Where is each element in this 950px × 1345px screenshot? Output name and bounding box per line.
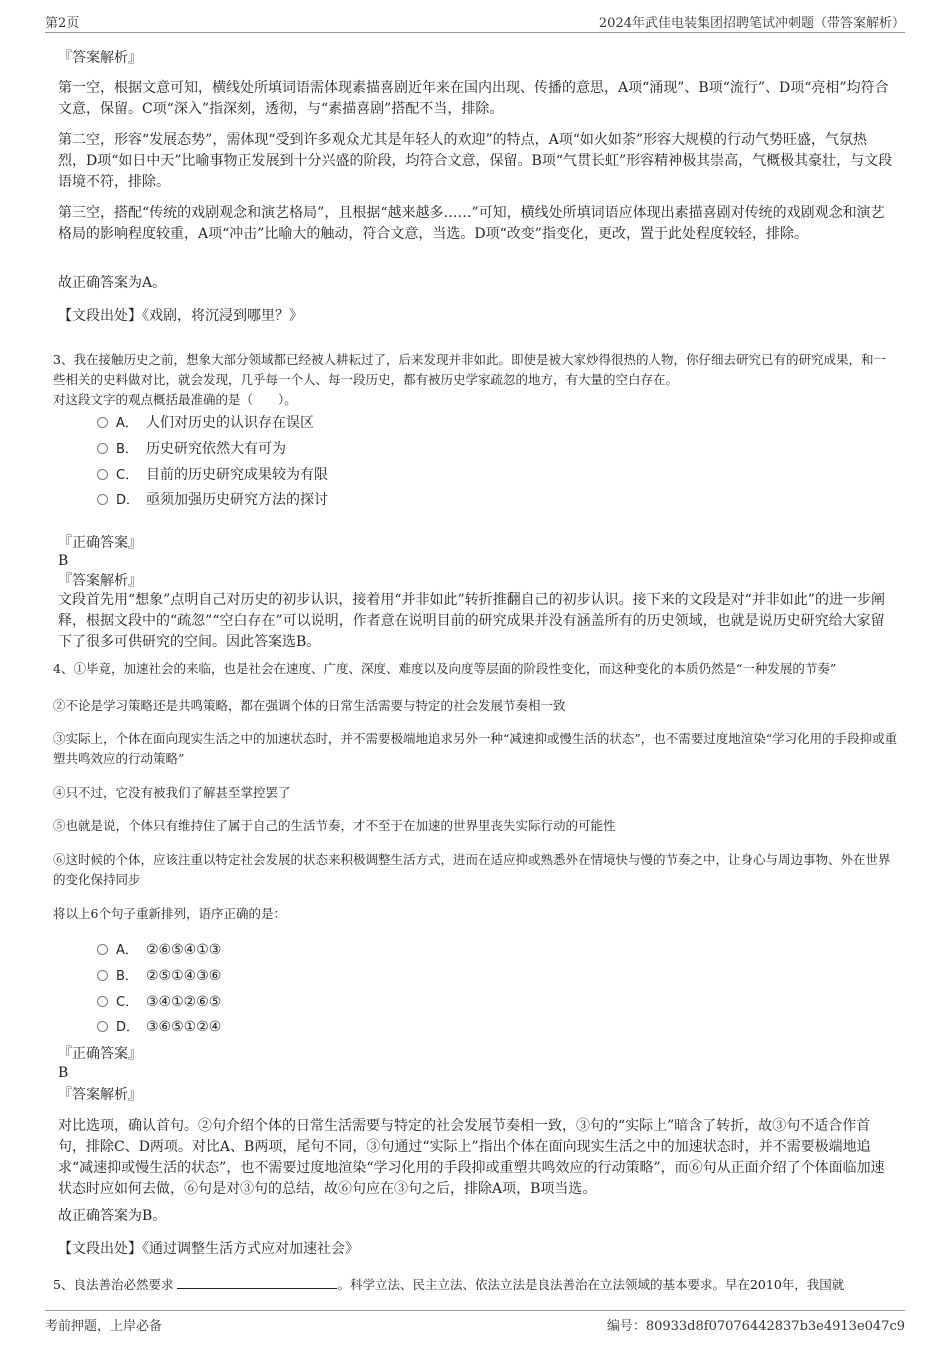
analysis-paragraph: 文段首先用“想象”点明自己对历史的初步认识，接着用“并非如此”转折推翻自己的初步认识。接下来的文段是对“并非如此”的进一步阐释，根据文段中的“疏忽”“空白存在”可以说明，作者意在说明目前的研究成果并没有涵盖所有的历史领域，也就是说历史研究给大家留下了很多可供研究的空间。因此答案选B。 bbox=[58, 592, 885, 650]
analysis-label: 『答案解析』 bbox=[58, 1087, 142, 1103]
sentence-1: 4、①毕竟，加速社会的来临，也是社会在速度、广度、深度、难度以及向度等层面的阶段性变化，而这种变化的本质仍然是“一种发展的节奏” bbox=[53, 661, 837, 676]
document-id: 编号：80933d8f07076442837b3e4913e047c9 bbox=[606, 1319, 905, 1334]
conclusion: 故正确答案为B。 bbox=[58, 1208, 167, 1224]
question-stem: 5、良法善治必然要求 。科学立法、民主立法、依法立法是良法善治在立法领域的基本要求。早在2010年，我国就 bbox=[53, 1277, 845, 1292]
analysis-paragraph: 第一空，根据文意可知，横线处所填词语需体现素描喜剧近年来在国内出现、传播的意思，A项“涌现”、B项“流行”、D项“亮相”均符合文意，保留。C项“深入”指深刻，透彻，与“素描喜剧”搭配不当，排除。 bbox=[58, 80, 889, 117]
document-title: 2024年武佳电装集团招聘笔试冲刺题（带答案解析） bbox=[598, 16, 905, 31]
analysis-paragraph: 第三空，搭配“传统的戏剧观念和演艺格局”，且根据“越来越多……”可知，横线处所填词语应体现出素描喜剧对传统的戏剧观念和演艺格局的影响程度较重，A项“冲击”比喻大的触动，符合文意，当选。D项“改变”指变化，更改，置于此处程度较轻，排除。 bbox=[58, 205, 885, 242]
radio-button[interactable] bbox=[97, 996, 108, 1007]
answer-label: 『正确答案』 bbox=[58, 535, 142, 551]
option-b[interactable]: B． 历史研究依然大有可为 bbox=[97, 439, 286, 460]
option-b[interactable]: B． ②⑤①④③⑥ bbox=[97, 966, 221, 987]
radio-button[interactable] bbox=[97, 417, 108, 428]
option-c[interactable]: C． 目前的历史研究成果较为有限 bbox=[97, 465, 328, 486]
source-citation: 【文段出处】《戏剧，将沉浸到哪里？》 bbox=[58, 308, 303, 324]
radio-button[interactable] bbox=[97, 469, 108, 480]
question-prompt: 将以上6个句子重新排列，语序正确的是： bbox=[53, 906, 286, 921]
radio-button[interactable] bbox=[97, 1021, 108, 1032]
radio-button[interactable] bbox=[97, 944, 108, 955]
sentence-4: ④只不过，它没有被我们了解甚至掌控罢了 bbox=[53, 785, 291, 800]
footer-slogan: 考前押题，上岸必备 bbox=[45, 1319, 163, 1334]
analysis-label: 『答案解析』 bbox=[58, 50, 142, 66]
sentence-3: ③实际上，个体在面向现实生活之中的加速状态时，并不需要极端地追求另外一种“减速抑或慢生活的状态”，也不需要过度地渲染“学习化用的手段抑或重塑共鸣效应的行动策略” bbox=[53, 731, 898, 766]
analysis-paragraph: 对比选项，确认首句。②句介绍个体的日常生活需要与特定的社会发展节奏相一致，③句的“实际上”暗含了转折，故③句不适合作首句，排除C、D两项。对比A、B两项，尾句不同，③句通过“实际上”指出个体在面向现实生活之中的加速状态时，并不需要极端地追求“减速抑或慢生活的状态”，也不需要过度地渲染“学习化用的手段抑或重塑共鸣效应的行动策略”，而⑥句从正面介绍了个体面临加速状态时应如何去做，⑥句是对③句的总结，故⑥句应在③句之后，排除A项，B项当选。 bbox=[58, 1118, 885, 1197]
option-a[interactable]: A． ②⑥⑤④①③ bbox=[97, 940, 221, 961]
option-d[interactable]: D． ③⑥⑤①②④ bbox=[97, 1017, 221, 1038]
option-c[interactable]: C． ③④①②⑥⑤ bbox=[97, 992, 221, 1013]
radio-button[interactable] bbox=[97, 494, 108, 505]
sentence-2: ②不论是学习策略还是共鸣策略，都在强调个体的日常生活需要与特定的社会发展节奏相一致 bbox=[53, 698, 566, 713]
analysis-paragraph: 第二空，形容“发展态势”，需体现“受到许多观众尤其是年轻人的欢迎”的特点，A项“如火如荼”形容大规模的行动气势旺盛，气氛热烈，D项“如日中天”比喻事物正发展到十分兴盛的阶段，均符合文意，保留。B项“气贯长虹”形容精神极其崇高，气概极其豪壮，与文段语境不符，排除。 bbox=[58, 132, 893, 190]
answer-label: 『正确答案』 bbox=[58, 1046, 142, 1062]
answer-value: B bbox=[58, 553, 69, 569]
option-d[interactable]: D． 亟须加强历史研究方法的探讨 bbox=[97, 490, 328, 511]
question-stem: 3、我在接触历史之前，想象大部分领域都已经被人耕耘过了，后来发现并非如此。即使是被大家炒得很热的人物，你仔细去研究已有的研究成果，和一些相关的史料做对比，就会发现，几乎每一个人、每一段历史，都有被历史学家疏忽的地方，有大量的空白存在。 bbox=[53, 352, 886, 387]
question-prompt: 对这段文字的观点概括最准确的是（ ）。 bbox=[53, 392, 297, 407]
page-footer bbox=[45, 1310, 905, 1333]
sentence-6: ⑥这时候的个体，应该注重以特定社会发展的状态来积极调整生活方式，进而在适应抑或熟悉外在情境快与慢的节奏之中，让身心与周边事物、外在世界的变化保持同步 bbox=[53, 852, 891, 887]
answer-value: B bbox=[58, 1065, 69, 1081]
fill-blank bbox=[177, 1276, 337, 1289]
sentence-5: ⑤也就是说，个体只有维持住了属于自己的生活节奏，才不至于在加速的世界里丧失实际行动的可能性 bbox=[53, 818, 616, 833]
analysis-label: 『答案解析』 bbox=[58, 573, 142, 589]
radio-button[interactable] bbox=[97, 970, 108, 981]
page-number: 第2页 bbox=[45, 16, 80, 31]
page-header bbox=[45, 12, 905, 33]
source-citation: 【文段出处】《通过调整生活方式应对加速社会》 bbox=[58, 1241, 359, 1257]
option-a[interactable]: A． 人们对历史的认识存在误区 bbox=[97, 413, 314, 434]
conclusion: 故正确答案为A。 bbox=[58, 275, 167, 291]
radio-button[interactable] bbox=[97, 443, 108, 454]
